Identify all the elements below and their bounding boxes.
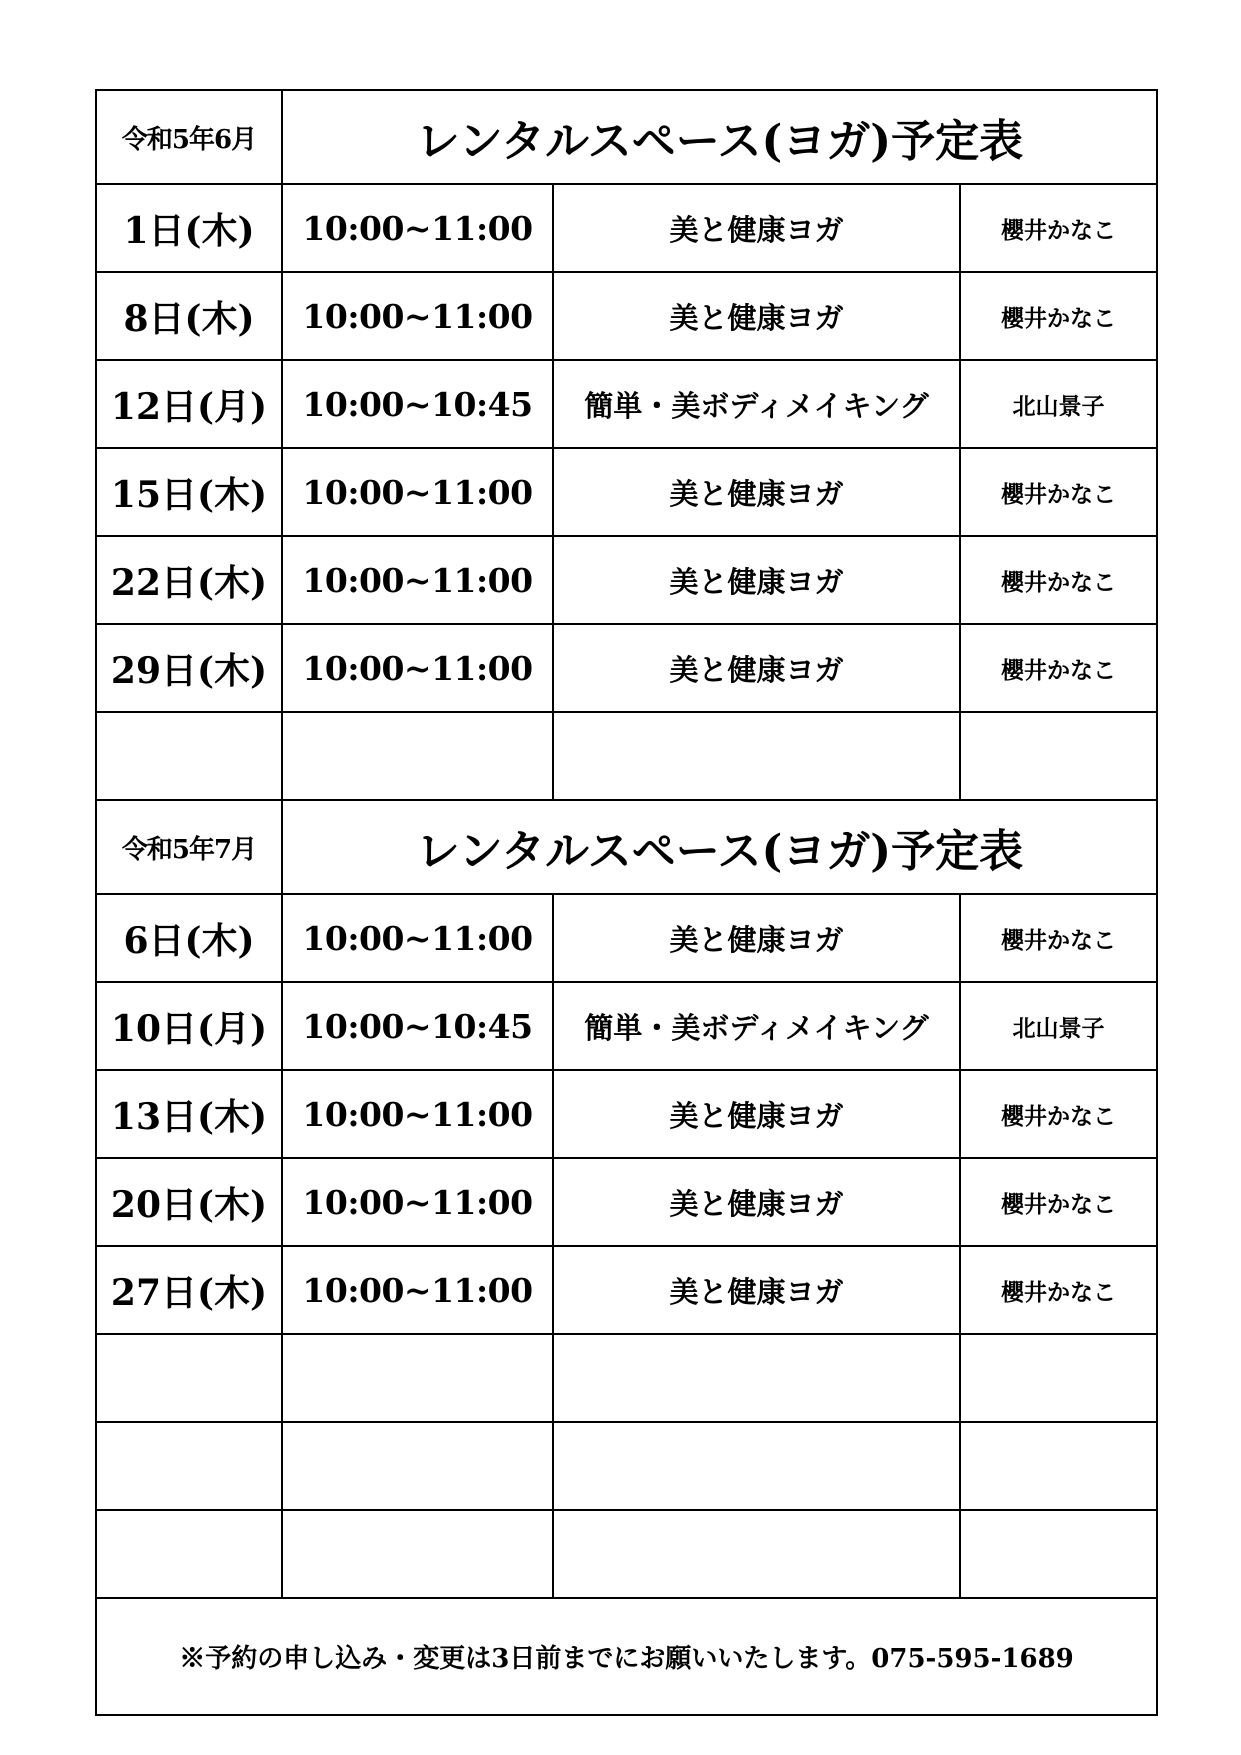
table-row: [96, 184, 1157, 272]
time-cell: 10:00~10:45: [282, 360, 553, 448]
teacher-cell: [960, 1510, 1157, 1598]
table-row: [96, 272, 1157, 360]
class-cell: 美と健康ヨガ: [553, 536, 960, 624]
class-cell: [553, 1422, 960, 1510]
time-cell: 10:00~11:00: [282, 448, 553, 536]
teacher-cell: 櫻井かなこ: [960, 624, 1157, 712]
table-row-empty: [96, 1334, 1157, 1422]
time-cell: 10:00~11:00: [282, 1246, 553, 1334]
teacher-cell: 櫻井かなこ: [960, 1070, 1157, 1158]
class-cell: 簡単・美ボディメイキング: [553, 982, 960, 1070]
time-cell: 10:00~11:00: [282, 184, 553, 272]
class-cell: 美と健康ヨガ: [553, 1158, 960, 1246]
footer-row: [96, 1598, 1157, 1715]
schedule-table: [95, 89, 1158, 1716]
teacher-cell: 櫻井かなこ: [960, 272, 1157, 360]
time-cell: 10:00~11:00: [282, 624, 553, 712]
table-row: [96, 360, 1157, 448]
time-cell: 10:00~11:00: [282, 1158, 553, 1246]
teacher-cell: 櫻井かなこ: [960, 448, 1157, 536]
date-cell: 10日(月): [96, 982, 282, 1070]
class-cell: [553, 1510, 960, 1598]
time-cell: [282, 1422, 553, 1510]
table-row-empty: [96, 1422, 1157, 1510]
teacher-cell: 櫻井かなこ: [960, 1158, 1157, 1246]
date-cell: 8日(木): [96, 272, 282, 360]
july-title: レンタルスペース(ヨガ)予定表: [282, 800, 1157, 894]
table-row: [96, 894, 1157, 982]
date-cell: 1日(木): [96, 184, 282, 272]
teacher-cell: 櫻井かなこ: [960, 536, 1157, 624]
teacher-cell: 北山景子: [960, 360, 1157, 448]
table-row: [96, 1158, 1157, 1246]
table-row: [96, 448, 1157, 536]
class-cell: [553, 712, 960, 800]
teacher-cell: [960, 712, 1157, 800]
date-cell: 22日(木): [96, 536, 282, 624]
class-cell: 美と健康ヨガ: [553, 1070, 960, 1158]
date-cell: [96, 1334, 282, 1422]
class-cell: [553, 1334, 960, 1422]
date-cell: 13日(木): [96, 1070, 282, 1158]
class-cell: 美と健康ヨガ: [553, 624, 960, 712]
time-cell: 10:00~11:00: [282, 536, 553, 624]
teacher-cell: [960, 1334, 1157, 1422]
table-row: [96, 1246, 1157, 1334]
class-cell: 美と健康ヨガ: [553, 272, 960, 360]
table-row: [96, 982, 1157, 1070]
july-month-label: 令和5年7月: [96, 800, 282, 894]
table-row: [96, 1070, 1157, 1158]
table-row-empty: [96, 712, 1157, 800]
time-cell: 10:00~11:00: [282, 894, 553, 982]
date-cell: 15日(木): [96, 448, 282, 536]
date-cell: 12日(月): [96, 360, 282, 448]
class-cell: 美と健康ヨガ: [553, 1246, 960, 1334]
class-cell: 簡単・美ボディメイキング: [553, 360, 960, 448]
teacher-cell: 櫻井かなこ: [960, 1246, 1157, 1334]
date-cell: [96, 712, 282, 800]
teacher-cell: [960, 1422, 1157, 1510]
date-cell: 29日(木): [96, 624, 282, 712]
class-cell: 美と健康ヨガ: [553, 894, 960, 982]
time-cell: [282, 712, 553, 800]
class-cell: 美と健康ヨガ: [553, 184, 960, 272]
june-month-label: 令和5年6月: [96, 90, 282, 184]
table-row: [96, 624, 1157, 712]
date-cell: [96, 1510, 282, 1598]
date-cell: 6日(木): [96, 894, 282, 982]
reservation-note: ※予約の申し込み・変更は3日前までにお願いいたします。075-595-1689: [96, 1598, 1157, 1715]
date-cell: 20日(木): [96, 1158, 282, 1246]
time-cell: [282, 1510, 553, 1598]
july-header-row: [96, 800, 1157, 894]
teacher-cell: 櫻井かなこ: [960, 184, 1157, 272]
time-cell: 10:00~10:45: [282, 982, 553, 1070]
june-title: レンタルスペース(ヨガ)予定表: [282, 90, 1157, 184]
table-row: [96, 536, 1157, 624]
time-cell: [282, 1334, 553, 1422]
table-row-empty: [96, 1510, 1157, 1598]
time-cell: 10:00~11:00: [282, 272, 553, 360]
date-cell: 27日(木): [96, 1246, 282, 1334]
date-cell: [96, 1422, 282, 1510]
teacher-cell: 北山景子: [960, 982, 1157, 1070]
time-cell: 10:00~11:00: [282, 1070, 553, 1158]
teacher-cell: 櫻井かなこ: [960, 894, 1157, 982]
june-header-row: [96, 90, 1157, 184]
class-cell: 美と健康ヨガ: [553, 448, 960, 536]
